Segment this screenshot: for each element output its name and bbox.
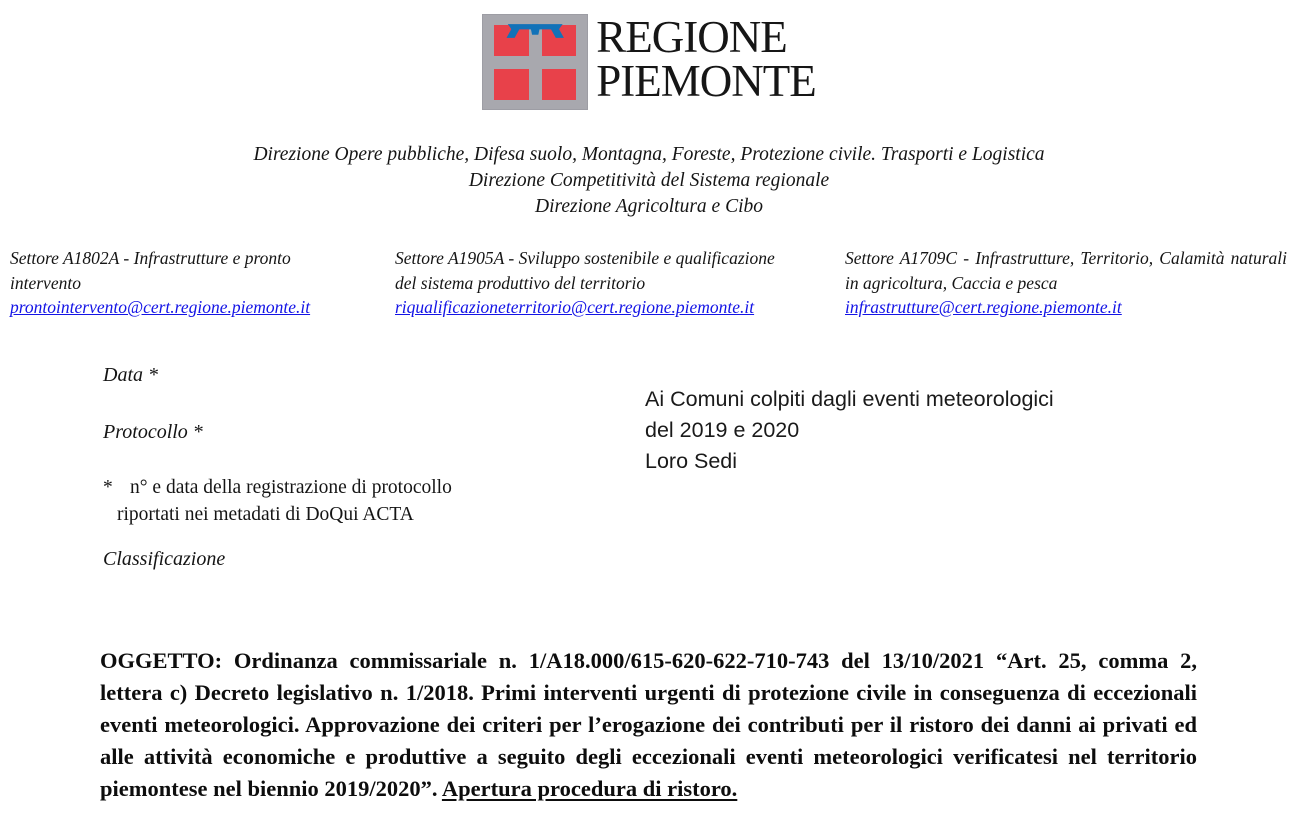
- footnote-text: n° e data della registrazione di protocollo: [130, 477, 452, 498]
- settore-column-a1802a: [10, 246, 342, 320]
- regione-piemonte-logo: [482, 14, 588, 110]
- settore-email-link[interactable]: infrastrutture@cert.regione.piemonte.it: [845, 297, 1122, 317]
- org-name-line2: PIEMONTE: [596, 55, 816, 106]
- settore-email-link[interactable]: prontointervento@cert.regione.piemonte.it: [10, 297, 311, 317]
- footnote-asterisk: *: [103, 477, 113, 498]
- protocollo-field-label: Protocollo *: [103, 421, 203, 443]
- letterhead: [0, 14, 1298, 110]
- footnote: [103, 474, 452, 528]
- settore-column-a1905a: [395, 246, 799, 320]
- settore-email-link[interactable]: riqualificazioneterritorio@cert.regione.piemonte.it: [395, 297, 755, 317]
- subject-paragraph: [100, 645, 1197, 805]
- settore-title: Settore A1709C - Infrastrutture, Territorio, Calamità naturali in agricoltura, Caccia e pesca: [845, 248, 1287, 293]
- classificazione-field-label: Classificazione: [103, 548, 226, 570]
- subject-text: OGGETTO: Ordinanza commissariale n. 1/A18.000/615-620-622-710-743 del 13/10/2021 “Art. 25, comma 2, lettera c) Decreto legislativo n. 1/2018. Primi interventi urgenti di protezione civile in conseguenza di eccezionali eventi meteorologici. Approvazione dei criteri per l’erogazione dei contributi per il ristoro dei danni ai privati ed alle attività economiche e produttive a seguito degli eccezionali eventi meteorologici verificatesi nel territorio piemontese nel biennio 2019/2020”.: [100, 648, 1197, 801]
- recipient-line-3: Loro Sedi: [645, 449, 738, 473]
- settore-title: Settore A1905A - Sviluppo sostenibile e qualificazione del sistema produttivo del territorio: [395, 248, 775, 293]
- footnote-line-1: [103, 474, 452, 501]
- direzione-line-3: Direzione Agricoltura e Cibo: [534, 196, 764, 217]
- logo-red-square: [542, 69, 577, 100]
- subject-underlined-text: Apertura procedura di ristoro.: [441, 776, 738, 801]
- direzioni-block: [0, 142, 1298, 220]
- recipient-line-1: Ai Comuni colpiti dagli eventi meteorologici: [645, 387, 1054, 411]
- direzione-line-1: Direzione Opere pubbliche, Difesa suolo, Montagna, Foreste, Protezione civile. Trasporti e Logistica: [253, 144, 1045, 165]
- recipient-block: [645, 384, 1054, 477]
- lambello-icon: [504, 23, 566, 39]
- direzione-line-2: Direzione Competitività del Sistema regionale: [468, 170, 830, 191]
- footnote-line-2: riportati nei metadati di DoQui ACTA: [117, 504, 414, 525]
- recipient-line-2: del 2019 e 2020: [645, 418, 800, 442]
- logo-red-square: [494, 69, 529, 100]
- settore-title: Settore A1802A - Infrastrutture e pronto intervento: [10, 248, 291, 293]
- org-name: [596, 12, 816, 106]
- org-name-line1: REGIONE: [596, 12, 787, 62]
- data-field-label: Data *: [103, 364, 158, 386]
- settore-column-a1709c: [845, 246, 1287, 320]
